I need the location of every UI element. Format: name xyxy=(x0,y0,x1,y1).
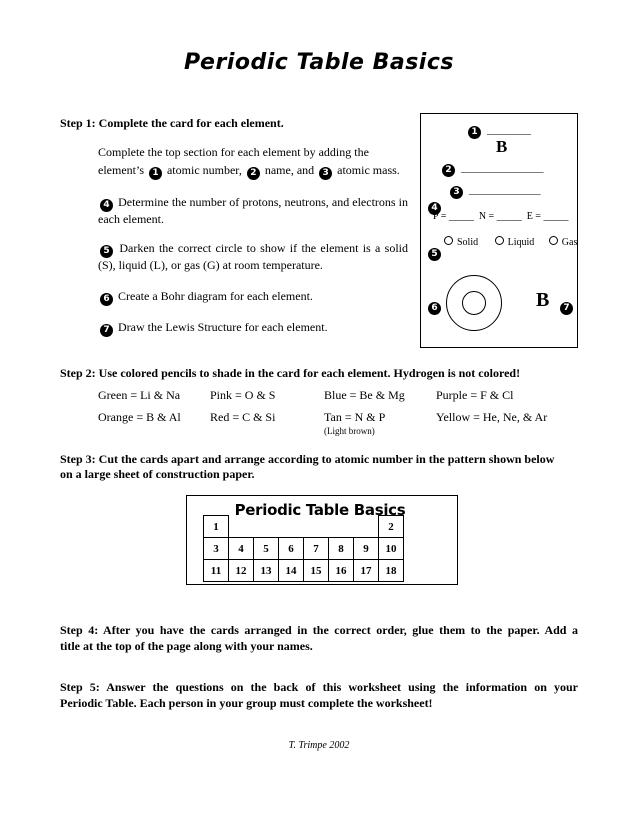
color-pink: Pink = O & S xyxy=(210,388,276,402)
step1-heading: Step 1: Complete the card for each element. xyxy=(60,116,284,130)
marker-7-icon: 7 xyxy=(100,324,113,337)
card-pne-line: P = _____ N = _____ E = _____ xyxy=(433,211,569,222)
card-atomic-number-blank: ________ xyxy=(487,124,531,136)
step1-p3-text: Darken the correct circle to show if the element is a solid (S), liquid (L), or gas (G) at room temperature. xyxy=(98,241,409,272)
grid-blank xyxy=(254,516,279,538)
grid-row-1 xyxy=(204,516,404,538)
step1-p4-text: Create a Bohr diagram for each element. xyxy=(118,289,313,303)
grid-blank xyxy=(354,516,379,538)
step1-p5-text: Draw the Lewis Structure for each element. xyxy=(118,320,328,334)
p1-text-2: atomic number, xyxy=(166,163,242,177)
card-marker-7-icon: 7 xyxy=(560,302,573,315)
liquid-circle-icon[interactable] xyxy=(495,236,504,245)
p1-text-3: name, and xyxy=(264,163,315,177)
grid-blank xyxy=(304,516,329,538)
grid-row-3 xyxy=(204,560,404,582)
grid-cell: 10 xyxy=(379,538,404,560)
step1-p2-text: Determine the number of protons, neutrons, and electrons in each element. xyxy=(98,195,409,226)
bohr-nucleus xyxy=(462,291,486,315)
grid-cell: 5 xyxy=(254,538,279,560)
grid-cell: 1 xyxy=(204,516,229,538)
card-element-symbol: B xyxy=(496,137,508,156)
step1-p1-line-b xyxy=(98,163,408,180)
step1-paragraph-5 xyxy=(98,320,328,337)
marker-5-icon: 5 xyxy=(100,245,113,258)
gas-circle-icon[interactable] xyxy=(549,236,558,245)
grid-cell: 15 xyxy=(304,560,329,582)
card-state-options xyxy=(444,236,577,248)
color-orange: Orange = B & Al xyxy=(98,410,181,424)
marker-1-icon: 1 xyxy=(149,167,162,180)
poster-title: Periodic Table Basics xyxy=(234,501,406,519)
card-marker-1-icon: 1 xyxy=(468,126,481,139)
step5-line-a: Step 5: Answer the questions on the back of this worksheet using the information on your xyxy=(60,680,578,694)
step4-line-b: title at the top of the page along with your names. xyxy=(60,639,313,653)
grid-cell: 9 xyxy=(354,538,379,560)
card-marker-6-icon: 6 xyxy=(428,302,441,315)
step5-line-b: Periodic Table. Each person in your group must complete the worksheet! xyxy=(60,696,433,710)
card-name-blank: _______________ xyxy=(461,162,544,174)
color-red: Red = C & Si xyxy=(210,410,276,424)
color-yellow: Yellow = He, Ne, & Ar xyxy=(436,410,548,424)
marker-6-icon: 6 xyxy=(100,293,113,306)
tan-note: (Light brown) xyxy=(324,426,375,436)
step1-paragraph-4 xyxy=(98,289,313,306)
grid-cell: 16 xyxy=(329,560,354,582)
gas-label: Gas xyxy=(561,237,578,248)
grid-cell: 12 xyxy=(229,560,254,582)
grid-cell: 18 xyxy=(379,560,404,582)
marker-3-icon: 3 xyxy=(319,167,332,180)
gas-option[interactable] xyxy=(549,237,578,248)
color-tan: Tan = N & P xyxy=(324,410,386,424)
step1-p1-line-a: Complete the top section for each element by adding the xyxy=(98,145,369,159)
grid-cell: 13 xyxy=(254,560,279,582)
grid-cell: 14 xyxy=(279,560,304,582)
card-marker-7-wrap xyxy=(558,296,575,315)
card-lewis-symbol: B xyxy=(536,289,550,311)
card-mass-blank: _____________ xyxy=(469,184,541,196)
liquid-option[interactable] xyxy=(495,237,535,248)
grid-cell: 3 xyxy=(204,538,229,560)
step2-heading: Step 2: Use colored pencils to shade in the card for each element. Hydrogen is not colored! xyxy=(60,366,521,380)
grid-blank xyxy=(279,516,304,538)
p1-text-4: atomic mass. xyxy=(337,163,400,177)
solid-option[interactable] xyxy=(444,237,478,248)
atomic-number-grid xyxy=(203,515,404,582)
grid-blank xyxy=(229,516,254,538)
step1-paragraph-2 xyxy=(98,195,408,227)
card-row-2 xyxy=(440,158,544,177)
liquid-label: Liquid xyxy=(507,237,535,248)
grid-cell: 6 xyxy=(279,538,304,560)
card-marker-2-icon: 2 xyxy=(442,164,455,177)
color-purple: Purple = F & Cl xyxy=(436,388,514,402)
footer-credit: T. Trimpe 2002 xyxy=(288,740,350,751)
step1-paragraph-1 xyxy=(98,145,408,180)
marker-2-icon: 2 xyxy=(247,167,260,180)
solid-label: Solid xyxy=(457,237,479,248)
step1-paragraph-3 xyxy=(98,241,408,273)
color-green: Green = Li & Na xyxy=(98,388,181,402)
grid-cell: 11 xyxy=(204,560,229,582)
card-marker-6-wrap xyxy=(426,296,443,315)
step4-line-a: Step 4: After you have the cards arranged in the correct order, glue them to the paper. Add a xyxy=(60,623,578,637)
grid-cell: 7 xyxy=(304,538,329,560)
grid-row-2 xyxy=(204,538,404,560)
card-row-3 xyxy=(448,180,541,199)
card-marker-5-icon: 5 xyxy=(428,248,441,261)
grid-cell: 4 xyxy=(229,538,254,560)
grid-blank xyxy=(329,516,354,538)
p1-text-1: element’s xyxy=(98,163,144,177)
grid-cell: 8 xyxy=(329,538,354,560)
card-marker-4-icon: 4 xyxy=(428,202,441,215)
marker-4-icon: 4 xyxy=(100,199,113,212)
color-blue: Blue = Be & Mg xyxy=(324,388,405,402)
step3-heading-a: Step 3: Cut the cards apart and arrange according to atomic number in the pattern shown below xyxy=(60,452,555,466)
grid-cell: 2 xyxy=(379,516,404,538)
card-marker-3-icon: 3 xyxy=(450,186,463,199)
solid-circle-icon[interactable] xyxy=(444,236,453,245)
page-title: Periodic Table Basics xyxy=(184,50,454,75)
grid-cell: 17 xyxy=(354,560,379,582)
card-marker-5-wrap xyxy=(426,242,443,261)
step3-heading-b: on a large sheet of construction paper. xyxy=(60,467,255,481)
